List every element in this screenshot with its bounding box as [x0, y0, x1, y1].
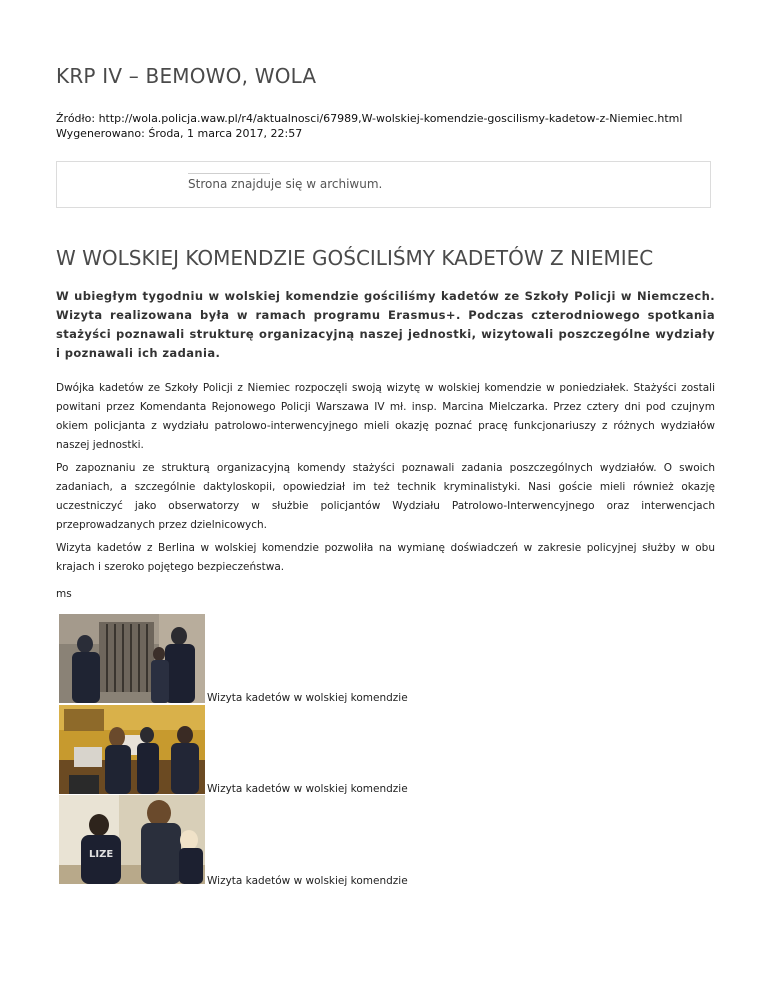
- gallery-photo[interactable]: [59, 614, 205, 703]
- generated-line: Wygenerowano: Środa, 1 marca 2017, 22:57: [56, 127, 303, 140]
- gallery-photo[interactable]: [59, 795, 205, 884]
- article-title: W WOLSKIEJ KOMENDZIE GOŚCILIŚMY KADETÓW Z NIEMIEC: [56, 246, 654, 270]
- print-meta: [56, 111, 682, 141]
- archive-divider: [188, 173, 270, 174]
- article-paragraph: Wizyta kadetów z Berlina w wolskiej komendzie pozwoliła na wymianę doświadczeń w zakresie policyjnej służby w obu krajach i szeroko pojętego bezpieczeństwa.: [56, 542, 715, 573]
- gallery-caption: Wizyta kadetów w wolskiej komendzie: [207, 875, 408, 887]
- svg-text:LIZE: LIZE: [89, 849, 114, 860]
- archive-notice-text: Strona znajduje się w archiwum.: [188, 177, 383, 191]
- article-paragraph: Dwójka kadetów ze Szkoły Policji z Niemiec rozpoczęli swoją wizytę w wolskiej komendzie w poniedziałek. Stażyści zostali powitani przez Komendanta Rejonowego Policji Warszawa IV mł. insp. Marcina Mielczarka. Przez cztery dni pod czujnym okiem policjanta z wydziału patrolowo-interwencyjnego mieli okazję poznać pracę funkcjonariuszy z różnych wydziałów naszej jednostki.: [56, 382, 715, 451]
- gallery-caption: Wizyta kadetów w wolskiej komendzie: [207, 783, 408, 795]
- gallery-photo[interactable]: [59, 705, 205, 794]
- gallery-caption: Wizyta kadetów w wolskiej komendzie: [207, 692, 408, 704]
- article-lead: W ubiegłym tygodniu w wolskiej komendzie gościliśmy kadetów ze Szkoły Policji w Niemczech. Wizyta realizowana była w ramach programu Erasmus+. Podczas czterodniowego spotkania stażyści poznawali strukturę organizacyjną naszej jednostki, wizytowali poszczególne wydziały i poznawali ich zadania.: [56, 289, 715, 360]
- source-line: Źródło: http://wola.policja.waw.pl/r4/aktualnosci/67989,W-wolskiej-komendzie-goscilismy-kadetow-z-Niemiec.html: [56, 112, 683, 125]
- site-title: KRP IV – BEMOWO, WOLA: [56, 64, 317, 88]
- author-signature: ms: [56, 588, 72, 600]
- article-paragraph: Po zapoznaniu ze strukturą organizacyjną komendy stażyści poznawali zadania poszczególnych wydziałów. O swoich zadaniach, a szczególnie daktyloskopii, opowiedział im też technik kryminalistyki. Nasi goście mieli również okazję uczestniczyć jako obserwatorzy w służbie policjantów Wydziału Patrolowo-Interwencyjnego oraz interwencjach przeprowadzanych przez dzielnicowych.: [56, 462, 715, 531]
- archive-notice-box: [56, 161, 711, 208]
